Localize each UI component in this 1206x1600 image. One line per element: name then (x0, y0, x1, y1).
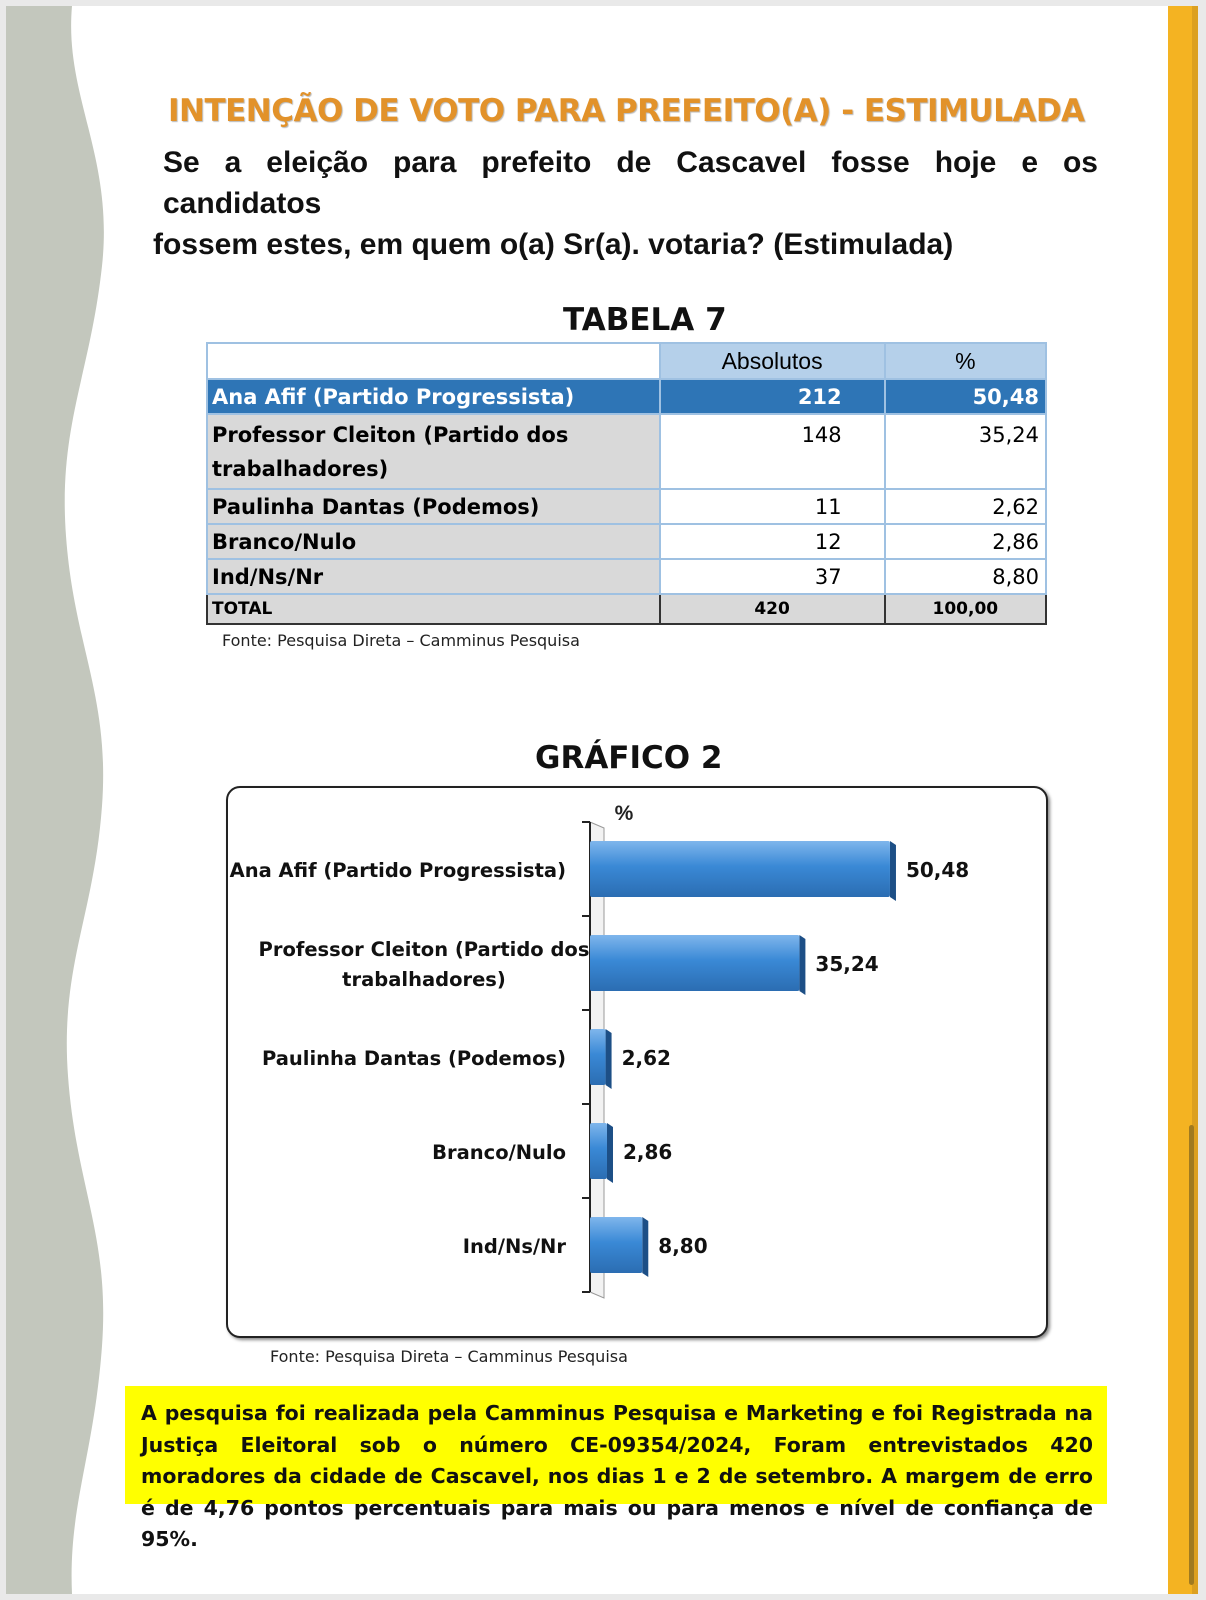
bar-5 (590, 1217, 642, 1273)
bar-depth-face (607, 1123, 613, 1183)
percent-value: 35,24 (885, 414, 1046, 489)
absolute-value: 37 (660, 559, 885, 594)
table-source: Fonte: Pesquisa Direta – Camminus Pesquisa (222, 631, 580, 650)
header-empty (207, 343, 660, 379)
question-line-1: Se a eleição para prefeito de Cascavel fosse hoje e os candidatos (163, 146, 1098, 220)
bar-chart (226, 786, 1048, 1338)
total-absolute: 420 (660, 594, 885, 624)
chart-unit-label: % (614, 802, 634, 825)
candidate-name: Ind/Ns/Nr (207, 559, 660, 594)
table-row (207, 489, 1046, 524)
total-label: TOTAL (207, 594, 660, 624)
bar-value-label: 50,48 (905, 858, 970, 882)
bar-value-label: 8,80 (658, 1234, 708, 1258)
absolute-value: 12 (660, 524, 885, 559)
page-heading: INTENÇÃO DE VOTO PARA PREFEITO(A) - ESTIMULADA (168, 93, 1085, 129)
bar-2 (590, 935, 799, 991)
table-total-row (207, 594, 1046, 624)
table-row (207, 524, 1046, 559)
scrollbar[interactable] (1189, 1125, 1194, 1585)
bar-value-label: 35,24 (815, 952, 879, 976)
category-label: Ana Afif (Partido Progressista) (229, 859, 566, 882)
bar-depth-face (606, 1029, 612, 1089)
bar-3 (590, 1029, 606, 1085)
table-row (207, 379, 1046, 414)
bar-depth-face (890, 841, 896, 901)
absolute-value: 11 (660, 489, 885, 524)
category-label: Paulinha Dantas (Podemos) (261, 1047, 566, 1070)
header-absolutos: Absolutos (660, 343, 885, 379)
percent-value: 8,80 (885, 559, 1046, 594)
bar-value-label: 2,62 (621, 1046, 671, 1070)
total-percent: 100,00 (885, 594, 1046, 624)
table-row (207, 414, 1046, 489)
bar-value-label: 2,86 (622, 1140, 673, 1164)
candidate-name: Paulinha Dantas (Podemos) (207, 489, 660, 524)
table-header-row (207, 343, 1046, 379)
chart-source: Fonte: Pesquisa Direta – Camminus Pesquisa (270, 1347, 628, 1366)
candidate-name: Professor Cleiton (Partido dos trabalhadores) (207, 414, 660, 489)
bar-1 (590, 841, 890, 897)
category-label: Ind/Ns/Nr (462, 1235, 566, 1258)
percent-value: 2,86 (885, 524, 1046, 559)
bar-depth-face (799, 935, 805, 995)
table-row (207, 559, 1046, 594)
category-label: trabalhadores) (342, 968, 506, 991)
chart-canvas (228, 788, 1046, 1336)
category-label: Professor Cleiton (Partido dos (258, 938, 590, 961)
decorative-wave-border (6, 6, 126, 1594)
results-table (206, 342, 1047, 625)
survey-question (153, 142, 1098, 265)
methodology-note: A pesquisa foi realizada pela Camminus Pesquisa e Marketing e foi Registrada na Justiça Eleitoral sob o número CE-09354/2024, Foram entrevistados 420 moradores da cidade de Cascavel, nos dias 1 e 2 de setembro. A margem de erro é de 4,76 pontos percentuais para mais ou para menos e nível de confiança de 95%. (125, 1386, 1107, 1504)
percent-value: 50,48 (885, 379, 1046, 414)
bar-depth-face (642, 1217, 648, 1277)
candidate-name: Branco/Nulo (207, 524, 660, 559)
absolute-value: 148 (660, 414, 885, 489)
absolute-value: 212 (660, 379, 885, 414)
header-percent: % (885, 343, 1046, 379)
bar-4 (590, 1123, 607, 1179)
table-title: TABELA 7 (563, 302, 727, 338)
candidate-name: Ana Afif (Partido Progressista) (207, 379, 660, 414)
question-line-2: fossem estes, em quem o(a) Sr(a). votaria? (Estimulada) (153, 228, 954, 261)
chart-title: GRÁFICO 2 (535, 740, 723, 776)
category-label: Branco/Nulo (432, 1141, 566, 1164)
percent-value: 2,62 (885, 489, 1046, 524)
